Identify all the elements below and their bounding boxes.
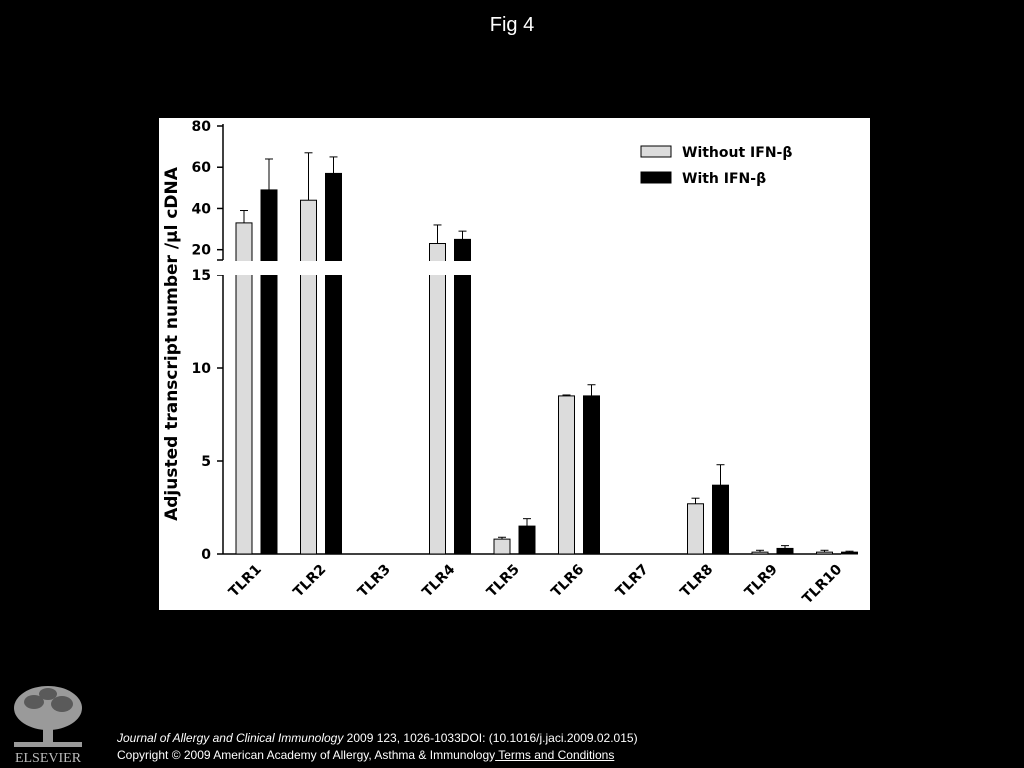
bar-tlr4-series-2	[455, 239, 471, 554]
bar-tlr6-series-1	[559, 396, 575, 554]
slide-title: Fig 4	[489, 14, 535, 36]
bar-tlr9-series-1	[752, 552, 768, 554]
citation-details: 2009 123, 1026-1033DOI: (10.1016/j.jaci.2009.02.015)	[343, 731, 638, 745]
x-tick-label: TLR1	[225, 561, 265, 601]
elsevier-wordmark: ELSEVIER	[14, 751, 82, 764]
bar-tlr4-series-1	[430, 244, 446, 554]
legend-swatch-1	[641, 146, 671, 157]
legend-label-2: With IFN-β	[682, 171, 767, 187]
y-tick-label: 5	[201, 454, 211, 470]
bar-tlr2-series-2	[326, 173, 342, 554]
x-tick-label: TLR5	[483, 561, 523, 601]
y-tick-label: 20	[191, 242, 211, 259]
axis-break-band	[213, 261, 518, 275]
figure-panel	[159, 118, 870, 610]
x-tick-label: TLR3	[354, 561, 394, 601]
bar-tlr8-series-1	[688, 504, 704, 554]
y-tick-label: 10	[191, 361, 211, 377]
bar-tlr6-series-2	[584, 396, 600, 554]
bar-tlr8-series-2	[713, 485, 729, 554]
x-tick-label: TLR7	[612, 561, 652, 601]
x-tick-label: TLR10	[799, 561, 846, 608]
legend-label-1: Without IFN-β	[682, 145, 793, 161]
bar-tlr2-series-1	[301, 200, 317, 554]
copyright-text: Copyright © 2009 American Academy of Allergy, Asthma & Immunology	[117, 748, 496, 762]
bar-tlr10-series-1	[817, 552, 833, 554]
y-tick-label: 60	[191, 160, 211, 177]
bar-tlr5-series-2	[519, 526, 535, 554]
legend-swatch-2	[641, 172, 671, 183]
bar-tlr1-series-2	[261, 190, 277, 554]
y-axis-label: Adjusted transcript number /µl cDNA	[162, 167, 182, 521]
x-tick-label: TLR2	[290, 561, 330, 601]
bar-tlr5-series-1	[494, 539, 510, 554]
bar-tlr9-series-2	[777, 548, 793, 554]
x-tick-label: TLR8	[677, 561, 717, 601]
bar-tlr10-series-2	[842, 552, 858, 554]
x-tick-label: TLR6	[548, 561, 588, 601]
y-tick-label: 40	[191, 201, 211, 218]
y-tick-label: 80	[191, 119, 211, 135]
x-tick-label: TLR9	[741, 561, 781, 601]
citation-block	[117, 730, 638, 764]
bar-chart	[159, 118, 870, 610]
y-tick-label: 0	[201, 547, 211, 563]
x-tick-label: TLR4	[419, 561, 459, 601]
y-tick-label: 15	[191, 268, 211, 284]
elsevier-tree-logo	[8, 680, 88, 764]
terms-link[interactable]: Terms and Conditions	[495, 748, 615, 762]
citation-journal: Journal of Allergy and Clinical Immunology	[117, 731, 344, 745]
